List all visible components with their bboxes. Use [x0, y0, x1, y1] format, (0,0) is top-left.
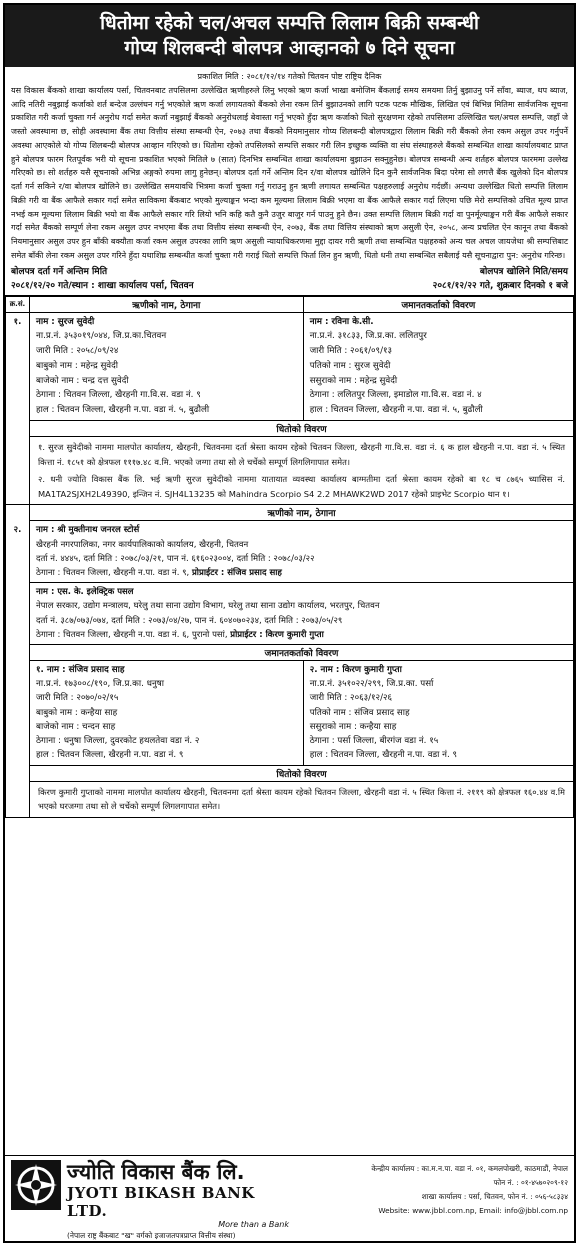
guarantor-address: ठेगाना : ललितपुर जिल्ला, इमाडोल गा.वि.स. वडा नं. ४	[309, 390, 482, 401]
notice-title	[5, 5, 574, 67]
guarantor-address: ठेगाना : पर्सा जिल्ला, बीरगंज वडा नं. १५	[309, 736, 439, 747]
header-borrower: ऋणीको नाम, ठेगाना	[30, 296, 304, 312]
collateral-details	[30, 437, 574, 505]
title-line-1: धितोमा रहेको चल/अचल सम्पत्ति लिलाम बिक्री सम्बन्धी	[100, 12, 479, 34]
table-row	[6, 312, 574, 421]
collateral-item: १. सुरज सुवेदीको नाममा मालपोत कार्यालय, खैरहनी, चितवनमा दर्ता श्रेस्ता कायम रहेको चितवन जिल्ला, खैरहनी गा.वि.स. वडा नं. ६ क हाल खैरहनी न.पा. वडा नं. ५ स्थित कित्ता नं. १८५१ को क्षेत्रफल १११७.४८ व.मि. भएको जग्गा तथा सो ले चर्चेको सम्पूर्ण लिगलिगापात समेत।	[38, 442, 565, 467]
guarantor-current-address: हाल : चितवन जिल्ला, खैरहनी न.पा. वडा नं. ५, बुढौली	[309, 405, 483, 416]
bank-logo-icon	[11, 1160, 61, 1210]
guarantor-name: नाम : रविना के.सी.	[309, 316, 374, 327]
borrower-heading: ऋणीको नाम, ठेगाना	[30, 505, 574, 521]
collateral-heading: धितोको विवरण	[30, 421, 574, 437]
website-email: Website: www.jbbl.com.np, Email: info@jbbl.com.np	[378, 1206, 568, 1215]
guarantor-citizenship: ना.प्र.नं. ३१८३३, जि.प्र.का. ललितपुर	[309, 331, 427, 342]
guarantor-father-in-law: ससुराको नाम : महेन्द्र सुवेदी	[309, 375, 398, 386]
guarantor-cell	[303, 661, 573, 765]
firm-proprietor: प्रोप्राईटर : संजिव प्रसाद साह	[191, 568, 282, 579]
guarantor-name: २. नाम : किरण कुमारी गुप्ता	[309, 665, 402, 676]
table-header-row	[6, 296, 574, 312]
deadline-labels	[5, 265, 574, 279]
guarantor-issue-date: जारी मिति : २०७०/०२/१५	[36, 693, 119, 704]
row-serial: १.	[6, 312, 30, 505]
bank-tagline: More than a Bank	[218, 1220, 289, 1229]
contact-block	[295, 1156, 574, 1241]
publication-line: प्रकाशित मिति : २०८१/१२/१४ गतेको चितवन पोष्ट राष्ट्रिय दैनिक	[197, 72, 382, 81]
collateral-heading: धितोको विवरण	[30, 765, 574, 781]
regulator-note: (नेपाल राष्ट्र बैंकबाट "ख" वर्गको इजाजतपत्रप्राप्त वित्तीय संस्था)	[67, 1231, 236, 1240]
guarantor-address: ठेगाना : धनुषा जिल्ला, दुवरकोट हथलतेवा वडा नं. २	[36, 736, 200, 747]
guarantor-husband: पतिको नाम : संजिव प्रसाद साह	[309, 707, 410, 718]
firm-list	[30, 521, 574, 645]
head-office-phone: फोन नं. : ०१-४५७०२०९-१२	[493, 1178, 568, 1187]
guarantor-father-in-law: ससुराको नाम : कन्हैया साह	[309, 721, 397, 732]
table-row	[6, 521, 574, 645]
guarantor-grandfather: बाजेको नाम : चन्दन साह	[36, 721, 116, 732]
bank-name-english: JYOTI BIKASH BANK LTD.	[67, 1184, 255, 1220]
collateral-details	[30, 781, 574, 817]
firm-registration: दर्ता नं. ३८७/०७३/०७४, दर्ता मिति : २०७३/०४/२७, पान नं. ६०४०७०२३४, दर्ता मिति : २०७३/०५/२९	[36, 615, 343, 626]
intro-body: यस विकास बैंकको शाखा कार्यालय पर्सा, चितवनबाट तपसिलमा उल्लेखित ऋणीहरुले लिनु भएको ऋण कर्जा भाखा बमोजिम बैंकलाई समय समयमा तिर्नु बुझाउनु पर्ने साँवा, ब्याज, थप ब्याज, आदि नतिरी नबुझाई कर्जाको शर्त बन्देज उल्लंघन गर्नु भएकोले ऋण कर्जा लगायतको बैंकको लेना रकम तिर्न बुझाउनको लागि पटक पटक मौखिक, लिखित एवं बिभिन्न मितिमा सार्वजनिक सूचना प्रकाशित गरी कर्जा चुक्ता गर्न अनुरोध गर्दा समेत कर्जा नबुझाई बैंकको अनुरोधलाई बेवास्ता गर्नु भएको हुँदा ऋण कर्जाको धितो सुरक्षणमा रहेको तपसिलमा उल्लिखित चल/अचल सम्पत्ति, जहाँ जे जस्तो अवस्थामा छ, सोही अवस्थामा बैंक तथा वित्तीय संस्था सम्बन्धी ऐन, २०७३ तथा बैंकको नियमानुसार गोप्य शिलबन्दी बोलपत्रद्वारा लिलाम बिक्री गरी बैंकको लेना रकम असुल उपर गर्नुपर्ने अवस्था आएकोले यो गोप्य शिलबन्दी बोलपत्र आव्हान गरिएको छ। धितोमा रहेको तपसिलको सम्पत्ति सकार गरी लिन इच्छुक व्यक्ति वा संघ संस्थाहरुले बैंकको सम्बन्धित शाखा कार्यालयबाट प्राप्त हुने बोलपत्र फारम रितपूर्वक भरी यो सूचना प्रकाशित भएको मितिले ७ (सात) दिनभित्र सम्बन्धित शाखा कार्यालयमा बुझाउन सक्नुहुनेछ। बोलपत्र सम्बन्धी अन्य शर्तहरु बोलपत्र फारममा उल्लेख गरिएको छ। सो शर्तहरु यसै सूचनाको अभिन्न अङ्गको रुपमा लागु हुनेछन्। बोलपत्र दर्ता गर्ने अन्तिम दिन र/वा बोलपत्र खोलिने दिन कुनै सार्वजनिक बिदा परेमा सो लगत्तै बैंक खुलेको दिन बोलपत्र दर्ता गर्न सकिने र/वा बोलपत्र खोलिने छ। उल्लेखित समयावधि भित्रमा कर्जा चुक्ता गर्नु गराउनु हुन ऋणी लगायत सम्बन्धित पक्षहरुलाई अनुरोध गर्दछौं। अन्यथा उल्लेखित धितो सम्पत्ति लिलाम बिक्री गरी वा बैंक आफैले सकार गर्दा समेत साविकमा बैंकबाट भएको मुल्याङ्कन भन्दा कम मूल्यमा लिलाम बिक्री भएमा वा बैंक आफैले सकार गर्दा लिएमा पछि मेरो सम्पत्तिको उचित मूल्य प्राप्त नभई कम मूल्यमा लिलाम बिक्री भयो वा बैंक आफैले सकार गरि लियो भनि कहि कतै कुनै उजुर बाजुर गर्न पाउनु हुने छैन। उक्त सम्पत्ति लिलाम बिक्री गर्दा वा पुनर्मूल्याङ्कन गरी बैंक आफैले सकार गर्दा समेत बैंकको सम्पूर्ण लेना रकम असुल उपर नभएमा बैंक तथा वित्तीय संस्था सम्बन्धी ऐन, २०७३, बैंक तथा वित्तिय संस्थाको ऋण असुली ऐन, २०५८, अन्य प्रचलित ऐन कानून तथा बैंकको नियमानुसार असुल उपर हुन बाँकी बक्यौता कर्जा रकम असुल उपरका लागि ऋण असुली न्यायाधिकरणमा मुद्दा दायर गरी ऋणी तथा सम्बन्धित पक्षहरुको अन्य चल अचल जायजेथा श्री सम्पत्तिबाट समेत बाँकी लेना रकम असुल उपर गरिने हुँदा यथाशिघ्र सम्बन्धीत कर्जा चुक्ता गरी गराई धितो सम्पत्ति फिर्ता लिन हुन ऋणी, धितो धनी तथा सम्बन्धित सबैलाई यसै सूचनाद्वारा पुन: अनुरोध गरिन्छ।	[11, 85, 568, 260]
intro-section	[5, 67, 574, 265]
auction-notice	[3, 3, 576, 1243]
firm-entry	[30, 583, 573, 644]
head-office-address: केन्द्रीय कार्यालय : का.म.न.पा. वडा नं. ०१, कमलपोखरी, काठमाडौं, नेपाल	[371, 1164, 568, 1173]
bank-name-nepali: ज्योति विकास बैंक लि.	[67, 1160, 245, 1184]
firm-entry	[30, 521, 573, 583]
guarantor-heading: जमानतकर्ताको विवरण	[30, 645, 574, 661]
firm-address: ठेगाना : चितवन जिल्ला, खैरहनी न.पा. वडा नं. ९,	[36, 568, 190, 579]
borrower-name: नाम : सुरज सुवेदी	[36, 316, 95, 327]
opening-date-label: बोलपत्र खोलिने मिति/समय	[479, 266, 568, 277]
collateral-item: किरण कुमारी गुप्ताको नाममा मालपोत कार्यालय खैरहनी, चितवनमा दर्ता श्रेस्ता कायम रहेको चितवन जिल्ला, खैरहनी वडा नं. ५ स्थित कित्ता नं. २११९ को क्षेत्रफल १६०.४४ व.मि भएको घरजग्गा तथा सो ले चर्चेको सम्पूर्ण लिगलगापात समेत।	[38, 786, 565, 812]
firm-name: नाम : श्री मुक्तीनाथ जनरल स्टोर्स	[36, 525, 140, 536]
guarantor-cell	[303, 312, 573, 421]
guarantor-name: १. नाम : संजिव प्रसाद साह	[36, 665, 125, 676]
registration-deadline-label: बोलपत्र दर्ता गर्ने अन्तिम मिति	[11, 266, 108, 277]
header-serial: क्र.सं.	[6, 296, 30, 312]
guarantor-father: बाबुको नाम : कन्हैया साह	[36, 707, 118, 718]
borrower-grandfather: बाजेको नाम : चन्द्र दत्त सुवेदी	[36, 375, 129, 386]
borrower-cell	[30, 312, 304, 421]
guarantor-cell	[30, 661, 304, 765]
borrower-father: बाबुको नाम : महेन्द्र सुवेदी	[36, 360, 119, 371]
guarantor-current-address: हाल : चितवन जिल्ला, खैरहनी न.पा. वडा नं. ९	[36, 750, 184, 761]
firm-address: ठेगाना : चितवन जिल्ला, खैरहनी न.पा. वडा नं. ६, पुरानो पसां,	[36, 629, 228, 640]
bank-logo-block	[5, 1156, 295, 1241]
borrower-citizenship: ना.प्र.नं. ३५३०१९/०४४, जि.प्र.का.चितवन	[36, 331, 167, 342]
firm-office: नेपाल सरकार, उद्योग मन्त्रालय, घरेलु तथा साना उद्योग विभाग, घरेलु तथा साना उद्योग कार्यालय, भरतपुर, चितवन	[36, 601, 380, 612]
title-line-2: गोप्य शिलबन्दी बोलपत्र आव्हानको ७ दिने सूचना	[124, 37, 455, 59]
guarantor-issue-date: जारी मिति : २०६३/१२/२६	[309, 693, 393, 704]
registration-deadline-value: २०८१/१२/२० गते/स्थान : शाखा कार्यालय पर्सा, चितवन	[11, 280, 194, 291]
firm-registration: दर्ता नं. ४४४५, दर्ता मिति : २०७८/०३/२१, पान नं. ६१६०२३००४, दर्ता मिति : २०७८/०३/२२	[36, 553, 315, 564]
bank-footer	[5, 1155, 574, 1241]
branch-office: शाखा कार्यालय : पर्सा, चितवन, फोन नं. : ०५६-५८३३४	[421, 1192, 568, 1201]
firm-name: नाम : एस. के. इलेक्ट्रिक पसल	[36, 587, 134, 598]
guarantor-citizenship: ना.प्र.नं. ३५१०२२/२९९, जि.प्र.का. पर्सा	[309, 679, 434, 690]
firm-office: खैरहनी नगरपालिका, नगर कार्यपालिकाको कार्यालय, खैरहनी, चितवन	[36, 539, 249, 550]
borrower-current-address: हाल : चितवन जिल्ला, खैरहनी न.पा. वडा नं. ५, बुढौली	[36, 405, 210, 416]
guarantor-issue-date: जारी मिति : २०६१/०९/१३	[309, 346, 393, 357]
guarantor-current-address: हाल : चितवन जिल्ला, खैरहनी न.पा. वडा नं. ९	[309, 750, 458, 761]
guarantor-husband: पतिको नाम : सुरज सुवेदी	[309, 360, 391, 371]
collateral-item: २. धनी ज्योति विकास बैंक लि. भई ऋणी सुरज सुवेदीको नाममा यातायात व्यवस्था कार्यालय बाग्मतीमा दर्ता श्रेस्ता कायम रहेको बा १८ च ८७६५ च्यासिस नं. MA1TA2SJXH2L49390, इन्जिन नं. SJH4L13235 को Mahindra Scorpio S4 2.2 MHAWK2WD 2017 रहेको प्राइभेट Scorpio थान १।	[38, 474, 565, 499]
opening-date-value: २०८१/१२/२२ गते, शुक्रबार दिनको १ बजे	[432, 280, 568, 291]
deadline-values	[5, 279, 574, 296]
header-guarantor: जमानतकर्ताको विवरण	[303, 296, 573, 312]
borrower-issue-date: जारी मिति : २०५८/०९/२४	[36, 346, 119, 357]
guarantor-citizenship: ना.प्र.नं. १७३००८/१९०, जि.प्र.का. धनुषा	[36, 679, 165, 690]
row-serial: २.	[6, 521, 30, 817]
borrower-address: ठेगाना : चितवन जिल्ला, खैरहनी गा.वि.स. वडा नं. ९	[36, 390, 201, 401]
borrower-table	[5, 296, 574, 818]
firm-proprietor: प्रोप्राईटर : किरण कुमारी गुप्ता	[230, 629, 324, 640]
